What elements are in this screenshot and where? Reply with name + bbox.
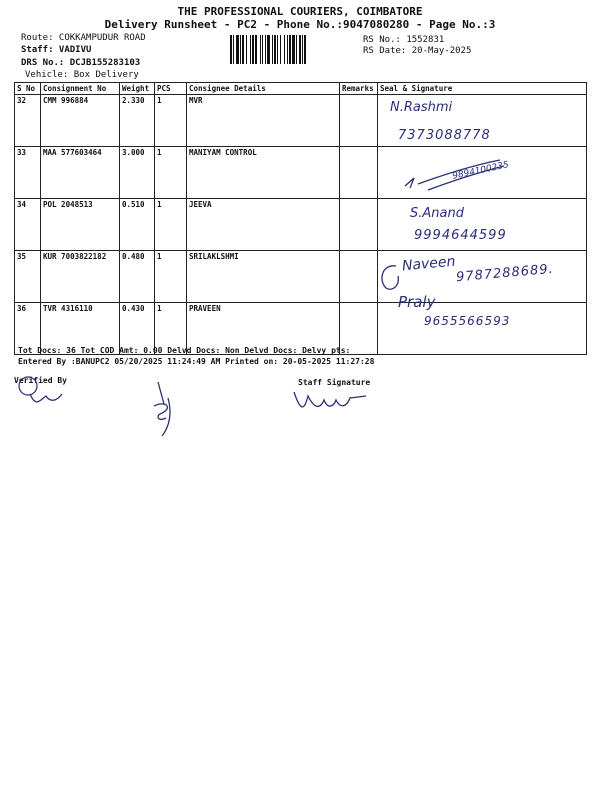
company-title: THE PROFESSIONAL COURIERS, COIMBATORE <box>177 5 423 18</box>
cell-pcs: 1 <box>155 199 187 251</box>
col-remarks: Remarks <box>340 83 378 95</box>
col-seal-signature: Seal & Signature <box>378 83 587 95</box>
rs-number: RS No.: 1552831 <box>363 35 445 45</box>
cell-pcs: 1 <box>155 147 187 199</box>
col-pcs: PCS <box>155 83 187 95</box>
cell-weight: 3.000 <box>120 147 155 199</box>
cell-sno: 32 <box>15 95 41 147</box>
signature-scribble <box>148 378 188 440</box>
col-consignee: Consignee Details <box>187 83 340 95</box>
cell-pcs: 1 <box>155 251 187 303</box>
cell-consignee: SRILAKLSHMI <box>187 251 340 303</box>
cell-sno: 36 <box>15 303 41 355</box>
cell-pcs: 1 <box>155 95 187 147</box>
verified-by-label: Verified By <box>14 376 67 385</box>
col-weight: Weight <box>120 83 155 95</box>
cell-remarks <box>340 251 378 303</box>
table-header-row <box>15 83 587 95</box>
cell-remarks <box>340 95 378 147</box>
cell-weight: 0.510 <box>120 199 155 251</box>
barcode-image <box>230 35 357 64</box>
vehicle-text: Vehicle: Box Delivery <box>25 70 139 80</box>
cell-consignment: POL 2048513 <box>41 199 120 251</box>
verifier-signature <box>10 372 70 412</box>
cell-consignment: TVR 4316110 <box>41 303 120 355</box>
signature-scribble <box>400 158 510 198</box>
cell-consignment: CMM 996884 <box>41 95 120 147</box>
cell-remarks <box>340 147 378 199</box>
staff-signature-label: Staff Signature <box>298 378 371 387</box>
totals-line: Tot Docs: 36 Tot COD Amt: 0.00 Delvd Docs: Non Delvd Docs: Delvy pts: <box>18 346 351 355</box>
signature-scribble <box>376 260 406 296</box>
cell-consignee: MANIYAM CONTROL <box>187 147 340 199</box>
staff-signature-scribble <box>290 388 370 416</box>
handwritten-phone: 9787288689. <box>455 261 555 286</box>
cell-sno: 33 <box>15 147 41 199</box>
cell-consignment: KUR 7003822182 <box>41 251 120 303</box>
entered-by-line: Entered By :BANUPC2 05/20/2025 11:24:49 AM Printed on: 20-05-2025 11:27:28 <box>18 357 375 366</box>
table-row <box>15 95 587 147</box>
handwritten-name: Naveen <box>401 253 457 275</box>
cell-sno: 34 <box>15 199 41 251</box>
cell-pcs: 1 <box>155 303 187 355</box>
cell-weight: 2.330 <box>120 95 155 147</box>
cell-weight: 0.480 <box>120 251 155 303</box>
col-consignment: Consignment No <box>41 83 120 95</box>
cell-consignee: PRAVEEN <box>187 303 340 355</box>
handwritten-phone: 9655566593 <box>424 314 511 328</box>
route-text: Route: COKKAMPUDUR ROAD <box>21 33 146 43</box>
cell-consignee: JEEVA <box>187 199 340 251</box>
drs-number: DRS No.: DCJB155283103 <box>21 58 141 68</box>
handwritten-phone: 9994644599 <box>414 228 507 243</box>
runsheet-subtitle: Delivery Runsheet - PC2 - Phone No.:9047080280 - Page No.:3 <box>104 18 496 31</box>
handwritten-name: S.Anand <box>410 206 464 221</box>
cell-weight: 0.430 <box>120 303 155 355</box>
rs-date: RS Date: 20-May-2025 <box>363 46 472 56</box>
cell-remarks <box>340 199 378 251</box>
handwritten-name: Praly <box>398 293 436 311</box>
handwritten-phone: 7373088778 <box>398 128 491 143</box>
cell-consignment: MAA 577603464 <box>41 147 120 199</box>
handwritten-phone: 9894100235 <box>451 160 510 182</box>
col-sno: S No <box>15 83 41 95</box>
cell-consignee: MVR <box>187 95 340 147</box>
cell-sno: 35 <box>15 251 41 303</box>
staff-text: Staff: VADIVU <box>21 45 92 55</box>
handwritten-name: N.Rashmi <box>390 100 453 115</box>
